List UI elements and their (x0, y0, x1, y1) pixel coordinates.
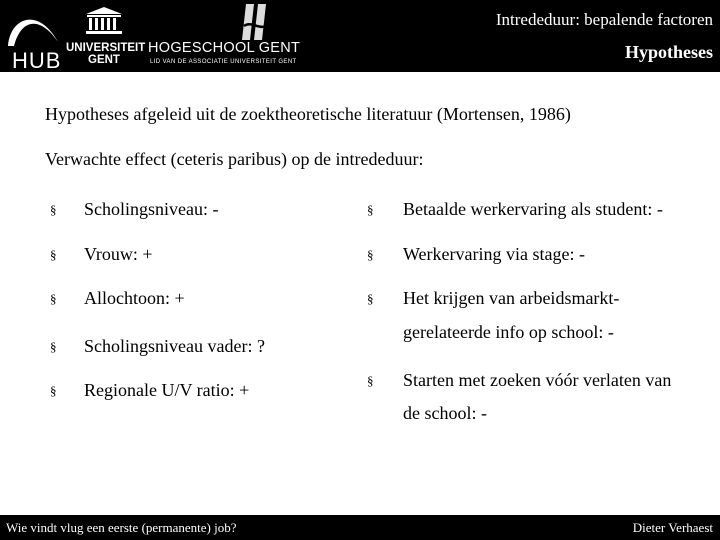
intro-text: Hypotheses afgeleid uit de zoektheoretische literatuur (Mortensen, 1986) (45, 104, 571, 124)
bullet-icon: § (50, 247, 57, 262)
right-list-item: Het krijgen van arbeidsmarkt- (403, 288, 620, 308)
bullet-icon: § (50, 202, 57, 217)
left-list-item: Vrouw: + (84, 244, 153, 264)
left-list-item: Allochtoon: + (84, 288, 185, 308)
ugent-logo (66, 6, 146, 68)
hub-arc-icon (4, 4, 62, 48)
bullet-icon: § (50, 291, 57, 306)
slide-header (0, 0, 720, 72)
slide-footer (0, 515, 720, 540)
university-building-icon (84, 6, 124, 36)
right-list-item-continuation: gerelateerde info op school: - (403, 322, 614, 342)
bullet-icon: § (50, 339, 57, 354)
slide-title: Intrededuur: bepalende factoren (495, 10, 713, 29)
bullet-icon: § (367, 373, 374, 388)
bullet-icon: § (367, 202, 374, 217)
hogeschool-emblem-icon (242, 4, 272, 40)
right-list-item: Werkervaring via stage: - (403, 244, 585, 264)
left-list-item: Scholingsniveau vader: ? (84, 336, 265, 356)
left-list-item: Regionale U/V ratio: + (84, 380, 250, 400)
bullet-icon: § (50, 383, 57, 398)
bullet-icon: § (367, 247, 374, 262)
bullet-icon: § (367, 291, 374, 306)
right-list-item: Betaalde werkervaring als student: - (403, 199, 663, 219)
ugent-logo-line1: UNIVERSITEIT (66, 42, 146, 54)
hogeschool-logo-tagline: LID VAN DE ASSOCIATIE UNIVERSITEIT GENT (150, 59, 297, 65)
footer-author: Dieter Verhaest (632, 520, 713, 535)
hub-logo (4, 4, 62, 73)
footer-slide-series-title: Wie vindt vlug een eerste (permanente) job? (6, 520, 237, 535)
ugent-logo-line2: GENT (88, 54, 120, 66)
right-list-item: Starten met zoeken vóór verlaten van (403, 370, 672, 390)
lead-text: Verwachte effect (ceteris paribus) op de intrededuur: (45, 149, 424, 169)
slide-subtitle: Hypotheses (624, 42, 713, 62)
hogeschool-gent-logo (148, 8, 308, 68)
left-list-item: Scholingsniveau: - (84, 199, 219, 219)
right-list-item-continuation: de school: - (403, 403, 487, 423)
hub-logo-text: HUB (12, 48, 62, 73)
hogeschool-logo-name: HOGESCHOOL GENT (148, 40, 301, 56)
